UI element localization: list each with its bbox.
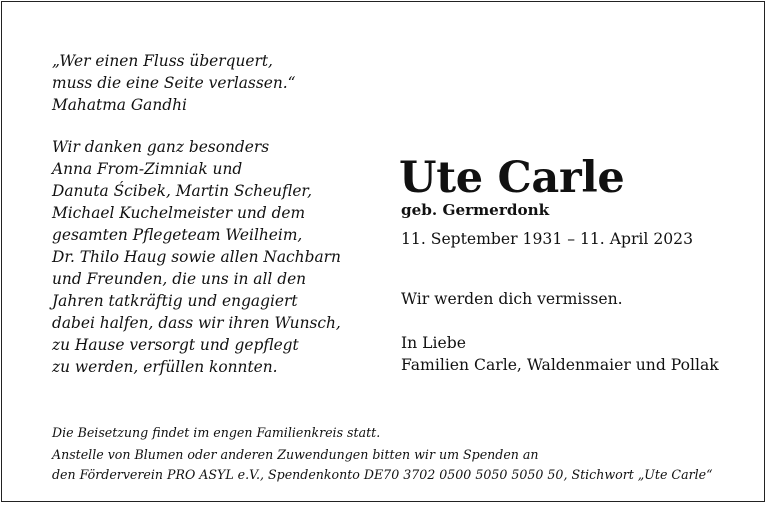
signature-intro: In Liebe xyxy=(401,334,466,352)
thanks-line: Michael Kuchelmeister und dem xyxy=(52,204,306,222)
life-dates: 11. September 1931 – 11. April 2023 xyxy=(401,230,694,248)
quote-author: Mahatma Gandhi xyxy=(52,96,187,114)
born-name: geb. Germerdonk xyxy=(401,201,550,219)
thanks-line: gesamten Pflegeteam Weilheim, xyxy=(52,226,303,244)
thanks-line: Anna From-Zimniak und xyxy=(52,160,243,178)
thanks-line: zu werden, erfüllen konnten. xyxy=(52,358,278,376)
thanks-line: Danuta Ścibek, Martin Scheufler, xyxy=(52,182,312,200)
burial-note: Die Beisetzung findet im engen Familienkreis statt. xyxy=(52,425,381,440)
farewell-message: Wir werden dich vermissen. xyxy=(401,290,623,308)
donation-note: Anstelle von Blumen oder anderen Zuwendungen bitten wir um Spenden an xyxy=(52,447,539,462)
thanks-line: Wir danken ganz besonders xyxy=(52,138,270,156)
quote-line: „Wer einen Fluss überquert, xyxy=(52,52,273,70)
thanks-line: dabei halfen, dass wir ihren Wunsch, xyxy=(52,314,341,332)
thanks-line: Dr. Thilo Haug sowie allen Nachbarn xyxy=(52,248,341,266)
signature-families: Familien Carle, Waldenmaier und Pollak xyxy=(401,356,719,374)
thanks-line: und Freunden, die uns in all den xyxy=(52,270,307,288)
deceased-name: Ute Carle xyxy=(399,153,625,203)
quote-line: muss die eine Seite verlassen.“ xyxy=(52,74,296,92)
thanks-line: Jahren tatkräftig und engagiert xyxy=(52,292,298,310)
thanks-line: zu Hause versorgt und gepflegt xyxy=(52,336,299,354)
donation-details: den Förderverein PRO ASYL e.V., Spendenkonto DE70 3702 0500 5050 5050 50, Stichwort „Ute Carle“ xyxy=(52,467,713,482)
